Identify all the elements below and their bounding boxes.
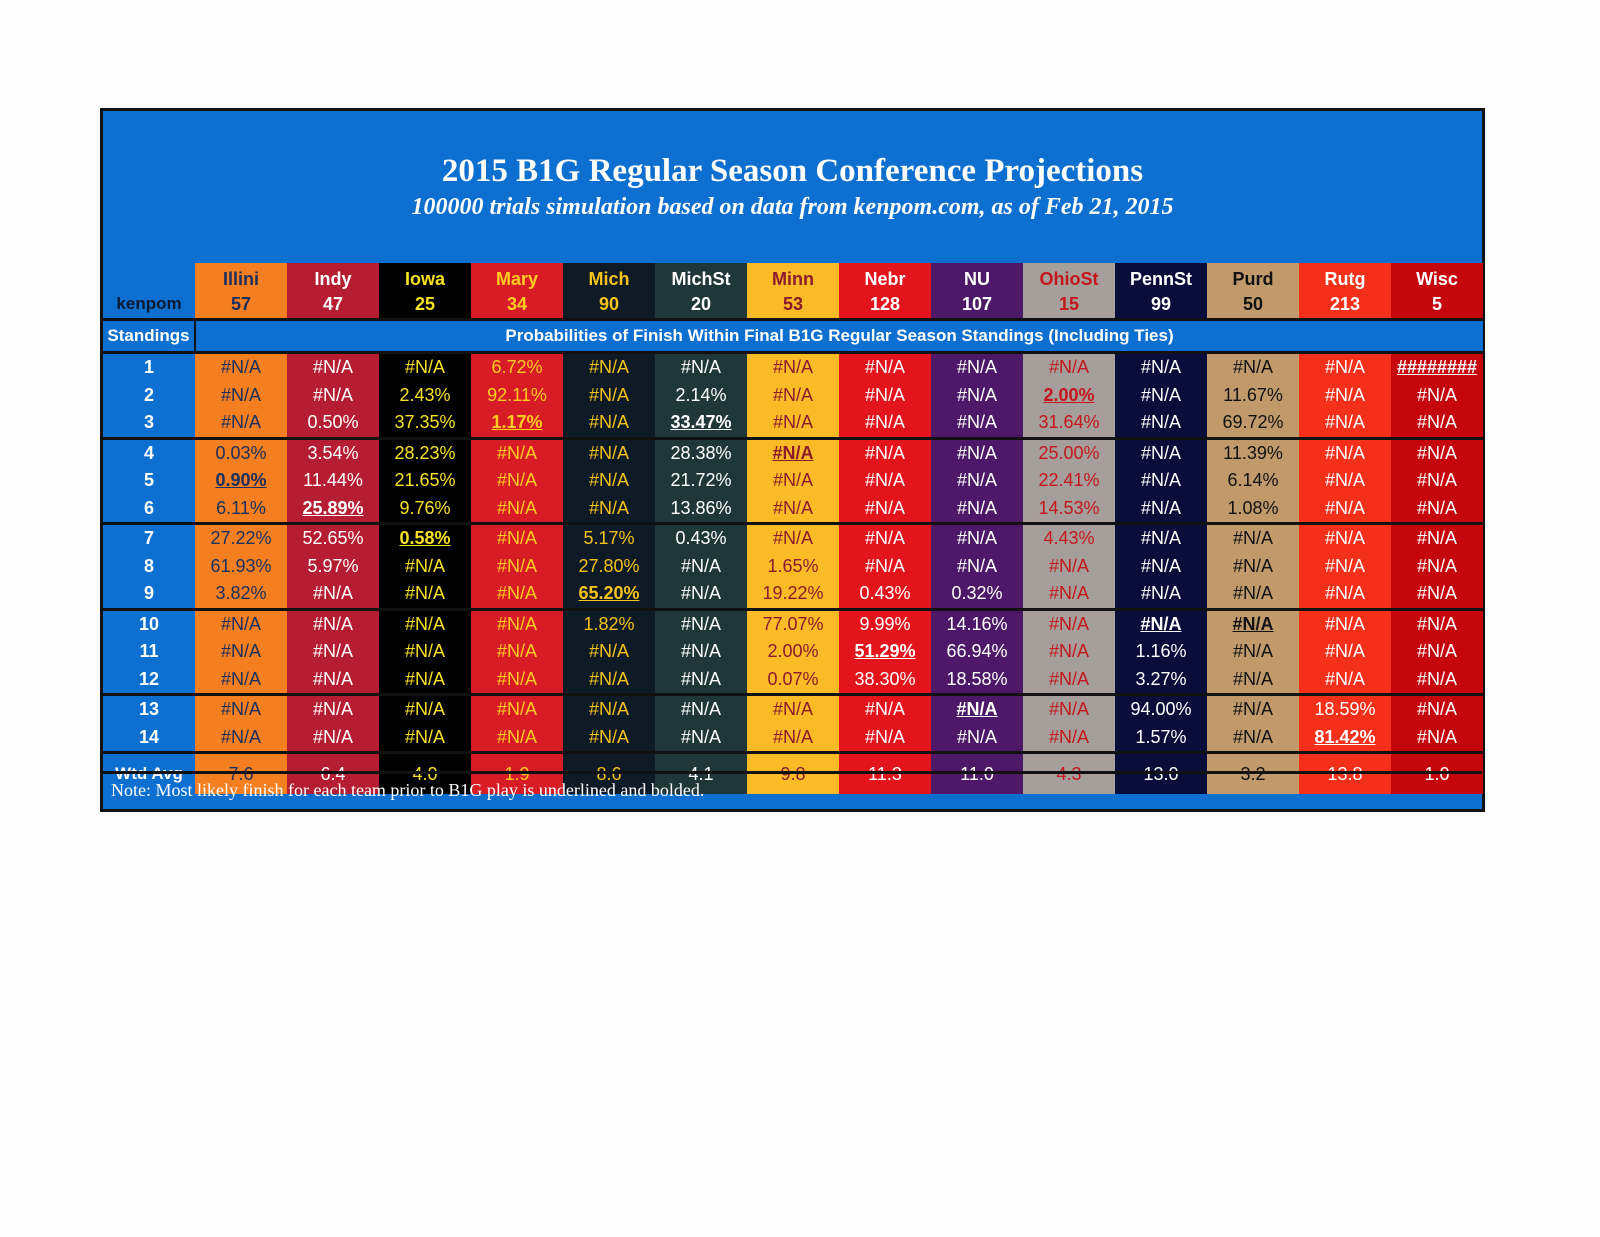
probability-cell: #N/A bbox=[839, 695, 931, 724]
probability-cell: #N/A bbox=[839, 467, 931, 495]
rank-label: 14 bbox=[103, 724, 195, 753]
kenpom-rank: 15 bbox=[1023, 290, 1115, 320]
wtd-avg-cell: 8.6 bbox=[563, 753, 655, 795]
table-row bbox=[103, 695, 1483, 724]
probability-cell: #N/A bbox=[287, 609, 379, 638]
probability-cell: #N/A bbox=[1299, 467, 1391, 495]
probability-cell: #N/A bbox=[1023, 609, 1115, 638]
team-name-purd: Purd bbox=[1207, 263, 1299, 290]
probability-cell: ######## bbox=[1391, 353, 1483, 382]
team-name-michst: MichSt bbox=[655, 263, 747, 290]
table-row bbox=[103, 638, 1483, 666]
probability-cell: #N/A bbox=[1115, 524, 1207, 553]
probability-cell: 13.86% bbox=[655, 495, 747, 524]
probability-cell: #N/A bbox=[655, 695, 747, 724]
probability-cell: 0.03% bbox=[195, 438, 287, 467]
wtd-avg-cell: 11.3 bbox=[839, 753, 931, 795]
corner-cell bbox=[103, 263, 195, 290]
probability-cell: #N/A bbox=[747, 524, 839, 553]
probability-cell: #N/A bbox=[1391, 553, 1483, 581]
probability-cell: #N/A bbox=[1391, 409, 1483, 438]
probability-cell: #N/A bbox=[471, 638, 563, 666]
kenpom-rank: 34 bbox=[471, 290, 563, 320]
probability-cell: 51.29% bbox=[839, 638, 931, 666]
probability-cell: #N/A bbox=[287, 724, 379, 753]
probability-cell: #N/A bbox=[1207, 695, 1299, 724]
rank-label: 11 bbox=[103, 638, 195, 666]
probability-cell: 25.89% bbox=[287, 495, 379, 524]
probability-cell: #N/A bbox=[1023, 695, 1115, 724]
probability-cell: #N/A bbox=[471, 609, 563, 638]
probability-cell: #N/A bbox=[471, 495, 563, 524]
probability-cell: #N/A bbox=[379, 553, 471, 581]
rank-label: 8 bbox=[103, 553, 195, 581]
table-row bbox=[103, 409, 1483, 438]
probability-cell: 37.35% bbox=[379, 409, 471, 438]
probability-cell: 0.07% bbox=[747, 666, 839, 695]
probability-cell: 0.43% bbox=[839, 580, 931, 609]
probability-cell: #N/A bbox=[839, 524, 931, 553]
wtd-avg-cell: 6.4 bbox=[287, 753, 379, 795]
team-name-nu: NU bbox=[931, 263, 1023, 290]
probability-cell: #N/A bbox=[839, 409, 931, 438]
probability-cell: 18.59% bbox=[1299, 695, 1391, 724]
team-name-illini: Illini bbox=[195, 263, 287, 290]
probability-cell: #N/A bbox=[931, 409, 1023, 438]
team-name-wisc: Wisc bbox=[1391, 263, 1483, 290]
probability-cell: 28.38% bbox=[655, 438, 747, 467]
probability-cell: 9.76% bbox=[379, 495, 471, 524]
probability-cell: #N/A bbox=[563, 438, 655, 467]
probability-cell: 5.97% bbox=[287, 553, 379, 581]
probability-cell: #N/A bbox=[195, 409, 287, 438]
wtd-avg-cell: 13.0 bbox=[1115, 753, 1207, 795]
kenpom-rank: 25 bbox=[379, 290, 471, 320]
probability-cell: #N/A bbox=[1023, 638, 1115, 666]
rank-label: 2 bbox=[103, 382, 195, 410]
probability-cell: #N/A bbox=[1391, 724, 1483, 753]
probability-cell: 33.47% bbox=[655, 409, 747, 438]
rank-label: 12 bbox=[103, 666, 195, 695]
probability-cell: #N/A bbox=[1391, 609, 1483, 638]
probability-cell: 69.72% bbox=[1207, 409, 1299, 438]
probability-cell: 66.94% bbox=[931, 638, 1023, 666]
probability-cell: #N/A bbox=[747, 724, 839, 753]
probability-cell: 65.20% bbox=[563, 580, 655, 609]
standings-label: Standings bbox=[103, 320, 195, 353]
probability-cell: #N/A bbox=[471, 580, 563, 609]
probability-cell: 0.90% bbox=[195, 467, 287, 495]
table-row bbox=[103, 553, 1483, 581]
probability-cell: #N/A bbox=[1207, 638, 1299, 666]
probability-cell: #N/A bbox=[1115, 553, 1207, 581]
probability-cell: #N/A bbox=[839, 382, 931, 410]
probability-cell: 21.65% bbox=[379, 467, 471, 495]
probability-cell: #N/A bbox=[379, 724, 471, 753]
probability-cell: 38.30% bbox=[839, 666, 931, 695]
probability-cell: 2.00% bbox=[1023, 382, 1115, 410]
probability-cell: #N/A bbox=[379, 580, 471, 609]
kenpom-rank: 213 bbox=[1299, 290, 1391, 320]
probability-cell: #N/A bbox=[1115, 353, 1207, 382]
table-row bbox=[103, 438, 1483, 467]
probability-cell: 11.44% bbox=[287, 467, 379, 495]
wtd-avg-cell: 9.8 bbox=[747, 753, 839, 795]
probability-cell: #N/A bbox=[655, 666, 747, 695]
probability-cell: 1.08% bbox=[1207, 495, 1299, 524]
probability-cell: 11.39% bbox=[1207, 438, 1299, 467]
probability-cell: 3.54% bbox=[287, 438, 379, 467]
team-name-rutg: Rutg bbox=[1299, 263, 1391, 290]
kenpom-rank: 128 bbox=[839, 290, 931, 320]
page-subtitle: 100000 trials simulation based on data from kenpom.com, as of Feb 21, 2015 bbox=[411, 194, 1174, 220]
probability-cell: 1.57% bbox=[1115, 724, 1207, 753]
probability-cell: #N/A bbox=[1299, 638, 1391, 666]
probability-cell: #N/A bbox=[931, 353, 1023, 382]
kenpom-rank: 47 bbox=[287, 290, 379, 320]
team-name-pennst: PennSt bbox=[1115, 263, 1207, 290]
probability-cell: 0.43% bbox=[655, 524, 747, 553]
probability-cell: #N/A bbox=[655, 553, 747, 581]
probability-cell: #N/A bbox=[1299, 438, 1391, 467]
wtd-avg-cell: 13.8 bbox=[1299, 753, 1391, 795]
probability-cell: #N/A bbox=[1299, 382, 1391, 410]
probability-cell: #N/A bbox=[1115, 409, 1207, 438]
probability-cell: 0.50% bbox=[287, 409, 379, 438]
kenpom-rank: 50 bbox=[1207, 290, 1299, 320]
probability-cell: #N/A bbox=[1115, 438, 1207, 467]
probability-cell: #N/A bbox=[931, 467, 1023, 495]
probability-cell: #N/A bbox=[655, 580, 747, 609]
probability-cell: #N/A bbox=[747, 467, 839, 495]
probability-cell: #N/A bbox=[471, 666, 563, 695]
kenpom-rank: 99 bbox=[1115, 290, 1207, 320]
wtd-avg-cell: 4.3 bbox=[1023, 753, 1115, 795]
probability-cell: #N/A bbox=[287, 353, 379, 382]
probability-cell: 28.23% bbox=[379, 438, 471, 467]
probability-cell: 14.53% bbox=[1023, 495, 1115, 524]
probability-cell: #N/A bbox=[471, 695, 563, 724]
probability-cell: 1.65% bbox=[747, 553, 839, 581]
probability-cell: #N/A bbox=[195, 695, 287, 724]
wtd-avg-cell: 11.0 bbox=[931, 753, 1023, 795]
probability-cell: 92.11% bbox=[471, 382, 563, 410]
probability-cell: 0.32% bbox=[931, 580, 1023, 609]
probability-cell: 21.72% bbox=[655, 467, 747, 495]
probability-cell: #N/A bbox=[563, 666, 655, 695]
probability-cell: #N/A bbox=[747, 438, 839, 467]
table-row bbox=[103, 353, 1483, 382]
probability-cell: #N/A bbox=[287, 382, 379, 410]
probability-cell: 9.99% bbox=[839, 609, 931, 638]
probability-cell: #N/A bbox=[195, 666, 287, 695]
probability-cell: 5.17% bbox=[563, 524, 655, 553]
probability-cell: #N/A bbox=[655, 638, 747, 666]
probability-cell: #N/A bbox=[747, 409, 839, 438]
probability-cell: #N/A bbox=[931, 553, 1023, 581]
probability-cell: #N/A bbox=[1299, 609, 1391, 638]
wtd-avg-cell: 7.6 bbox=[195, 753, 287, 795]
probability-cell: #N/A bbox=[287, 695, 379, 724]
probability-cell: 61.93% bbox=[195, 553, 287, 581]
probability-cell: 19.22% bbox=[747, 580, 839, 609]
probability-cell: 6.72% bbox=[471, 353, 563, 382]
probability-cell: #N/A bbox=[379, 695, 471, 724]
probability-cell: 94.00% bbox=[1115, 695, 1207, 724]
probability-cell: #N/A bbox=[1115, 495, 1207, 524]
table-row bbox=[103, 724, 1483, 753]
team-name-ohiost: OhioSt bbox=[1023, 263, 1115, 290]
probability-cell: #N/A bbox=[471, 724, 563, 753]
probability-cell: #N/A bbox=[1299, 580, 1391, 609]
rank-label: 3 bbox=[103, 409, 195, 438]
probability-cell: #N/A bbox=[287, 638, 379, 666]
probability-cell: #N/A bbox=[747, 382, 839, 410]
probability-cell: 4.43% bbox=[1023, 524, 1115, 553]
rank-label: 5 bbox=[103, 467, 195, 495]
kenpom-rank: 53 bbox=[747, 290, 839, 320]
kenpom-label: kenpom bbox=[103, 290, 195, 320]
probability-cell: #N/A bbox=[471, 553, 563, 581]
probability-cell: #N/A bbox=[195, 353, 287, 382]
probability-cell: #N/A bbox=[287, 580, 379, 609]
rank-label: 9 bbox=[103, 580, 195, 609]
probability-cell: #N/A bbox=[379, 638, 471, 666]
probability-cell: 3.82% bbox=[195, 580, 287, 609]
probability-cell: #N/A bbox=[1115, 609, 1207, 638]
probability-cell: 1.17% bbox=[471, 409, 563, 438]
table-row bbox=[103, 609, 1483, 638]
kenpom-rank: 20 bbox=[655, 290, 747, 320]
wtd-avg-cell: 1.9 bbox=[471, 753, 563, 795]
probability-cell: #N/A bbox=[1391, 467, 1483, 495]
probability-cell: #N/A bbox=[839, 495, 931, 524]
table-row bbox=[103, 495, 1483, 524]
probability-cell: 22.41% bbox=[1023, 467, 1115, 495]
probability-cell: 77.07% bbox=[747, 609, 839, 638]
probability-cell: #N/A bbox=[1115, 580, 1207, 609]
probability-cell: #N/A bbox=[1391, 382, 1483, 410]
probability-cell: #N/A bbox=[1391, 438, 1483, 467]
wtd-avg-label: Wtd Avg bbox=[103, 753, 195, 795]
probability-cell: #N/A bbox=[563, 724, 655, 753]
rank-label: 6 bbox=[103, 495, 195, 524]
probability-cell: #N/A bbox=[1391, 666, 1483, 695]
rank-label: 4 bbox=[103, 438, 195, 467]
table-row bbox=[103, 382, 1483, 410]
probability-cell: #N/A bbox=[1115, 382, 1207, 410]
table-row bbox=[103, 467, 1483, 495]
probability-cell: #N/A bbox=[1207, 524, 1299, 553]
projections-table bbox=[103, 263, 1483, 794]
probability-cell: #N/A bbox=[195, 638, 287, 666]
probability-cell: #N/A bbox=[1391, 580, 1483, 609]
probabilities-header: Probabilities of Finish Within Final B1G Regular Season Standings (Including Ties) bbox=[195, 320, 1483, 353]
probability-cell: 27.22% bbox=[195, 524, 287, 553]
probability-cell: #N/A bbox=[1207, 580, 1299, 609]
wtd-avg-cell: 1.0 bbox=[1391, 753, 1483, 795]
probability-cell: #N/A bbox=[1023, 553, 1115, 581]
probability-cell: #N/A bbox=[931, 524, 1023, 553]
rank-label: 7 bbox=[103, 524, 195, 553]
team-name-mary: Mary bbox=[471, 263, 563, 290]
probability-cell: 2.00% bbox=[747, 638, 839, 666]
probability-cell: #N/A bbox=[655, 353, 747, 382]
kenpom-rank: 57 bbox=[195, 290, 287, 320]
probability-cell: #N/A bbox=[839, 553, 931, 581]
probability-cell: #N/A bbox=[1115, 467, 1207, 495]
probability-cell: #N/A bbox=[1391, 638, 1483, 666]
probability-cell: #N/A bbox=[379, 353, 471, 382]
probability-cell: 3.27% bbox=[1115, 666, 1207, 695]
footnote: Note: Most likely finish for each team prior to B1G play is underlined and bolded. bbox=[103, 771, 1482, 809]
probability-cell: #N/A bbox=[931, 695, 1023, 724]
probability-cell: #N/A bbox=[931, 438, 1023, 467]
table-row bbox=[103, 524, 1483, 553]
team-name-row bbox=[103, 263, 1483, 290]
probability-cell: #N/A bbox=[563, 695, 655, 724]
probability-cell: 2.14% bbox=[655, 382, 747, 410]
standings-header-row bbox=[103, 320, 1483, 353]
probability-cell: #N/A bbox=[931, 495, 1023, 524]
probability-cell: 18.58% bbox=[931, 666, 1023, 695]
probability-cell: #N/A bbox=[1207, 353, 1299, 382]
probability-cell: 27.80% bbox=[563, 553, 655, 581]
probability-cell: #N/A bbox=[1299, 353, 1391, 382]
probability-cell: #N/A bbox=[1299, 409, 1391, 438]
probability-cell: #N/A bbox=[195, 724, 287, 753]
probability-cell: #N/A bbox=[563, 409, 655, 438]
probability-cell: 81.42% bbox=[1299, 724, 1391, 753]
probability-cell: #N/A bbox=[195, 382, 287, 410]
probability-cell: #N/A bbox=[1299, 666, 1391, 695]
wtd-avg-cell: 3.2 bbox=[1207, 753, 1299, 795]
kenpom-row bbox=[103, 290, 1483, 320]
probability-cell: #N/A bbox=[931, 724, 1023, 753]
probability-cell: #N/A bbox=[1299, 495, 1391, 524]
wtd-avg-cell: 4.1 bbox=[655, 753, 747, 795]
probability-cell: 6.14% bbox=[1207, 467, 1299, 495]
probability-cell: #N/A bbox=[1391, 695, 1483, 724]
probability-cell: #N/A bbox=[1207, 609, 1299, 638]
kenpom-rank: 107 bbox=[931, 290, 1023, 320]
probability-cell: #N/A bbox=[1207, 553, 1299, 581]
table-row bbox=[103, 666, 1483, 695]
probability-cell: #N/A bbox=[379, 609, 471, 638]
probability-cell: #N/A bbox=[931, 382, 1023, 410]
probability-cell: #N/A bbox=[1391, 495, 1483, 524]
team-name-indy: Indy bbox=[287, 263, 379, 290]
probability-cell: #N/A bbox=[747, 353, 839, 382]
projections-panel bbox=[100, 108, 1485, 812]
probability-cell: #N/A bbox=[195, 609, 287, 638]
probability-cell: #N/A bbox=[379, 666, 471, 695]
probability-cell: #N/A bbox=[655, 609, 747, 638]
probability-cell: #N/A bbox=[1391, 524, 1483, 553]
probability-cell: #N/A bbox=[1023, 666, 1115, 695]
probability-cell: #N/A bbox=[563, 638, 655, 666]
wtd-avg-cell: 4.0 bbox=[379, 753, 471, 795]
team-name-nebr: Nebr bbox=[839, 263, 931, 290]
probability-cell: 52.65% bbox=[287, 524, 379, 553]
probability-cell: #N/A bbox=[655, 724, 747, 753]
team-name-iowa: Iowa bbox=[379, 263, 471, 290]
probability-cell: 0.58% bbox=[379, 524, 471, 553]
probability-cell: 11.67% bbox=[1207, 382, 1299, 410]
page-title: 2015 B1G Regular Season Conference Projections bbox=[441, 153, 1144, 189]
probability-cell: #N/A bbox=[1023, 353, 1115, 382]
probability-cell: 14.16% bbox=[931, 609, 1023, 638]
rank-label: 13 bbox=[103, 695, 195, 724]
probability-cell: 1.16% bbox=[1115, 638, 1207, 666]
rank-label: 1 bbox=[103, 353, 195, 382]
probability-cell: #N/A bbox=[287, 666, 379, 695]
probability-cell: #N/A bbox=[1023, 724, 1115, 753]
probability-cell: #N/A bbox=[1207, 724, 1299, 753]
probability-cell: #N/A bbox=[839, 438, 931, 467]
rank-label: 10 bbox=[103, 609, 195, 638]
probability-cell: #N/A bbox=[471, 524, 563, 553]
probability-cell: #N/A bbox=[747, 495, 839, 524]
probability-cell: 2.43% bbox=[379, 382, 471, 410]
probability-cell: #N/A bbox=[563, 495, 655, 524]
table-row bbox=[103, 580, 1483, 609]
team-name-mich: Mich bbox=[563, 263, 655, 290]
probability-cell: #N/A bbox=[1023, 580, 1115, 609]
probability-cell: 25.00% bbox=[1023, 438, 1115, 467]
probability-cell: #N/A bbox=[563, 382, 655, 410]
probability-cell: #N/A bbox=[471, 467, 563, 495]
probability-cell: 6.11% bbox=[195, 495, 287, 524]
probability-cell: #N/A bbox=[563, 467, 655, 495]
probability-cell: #N/A bbox=[839, 724, 931, 753]
probability-cell: #N/A bbox=[563, 353, 655, 382]
probability-cell: #N/A bbox=[471, 438, 563, 467]
probability-cell: #N/A bbox=[1299, 553, 1391, 581]
probability-cell: 31.64% bbox=[1023, 409, 1115, 438]
kenpom-rank: 5 bbox=[1391, 290, 1483, 320]
probability-cell: #N/A bbox=[1207, 666, 1299, 695]
probability-cell: 1.82% bbox=[563, 609, 655, 638]
team-name-minn: Minn bbox=[747, 263, 839, 290]
probability-cell: #N/A bbox=[839, 353, 931, 382]
probability-cell: #N/A bbox=[747, 695, 839, 724]
probability-cell: #N/A bbox=[1299, 524, 1391, 553]
kenpom-rank: 90 bbox=[563, 290, 655, 320]
